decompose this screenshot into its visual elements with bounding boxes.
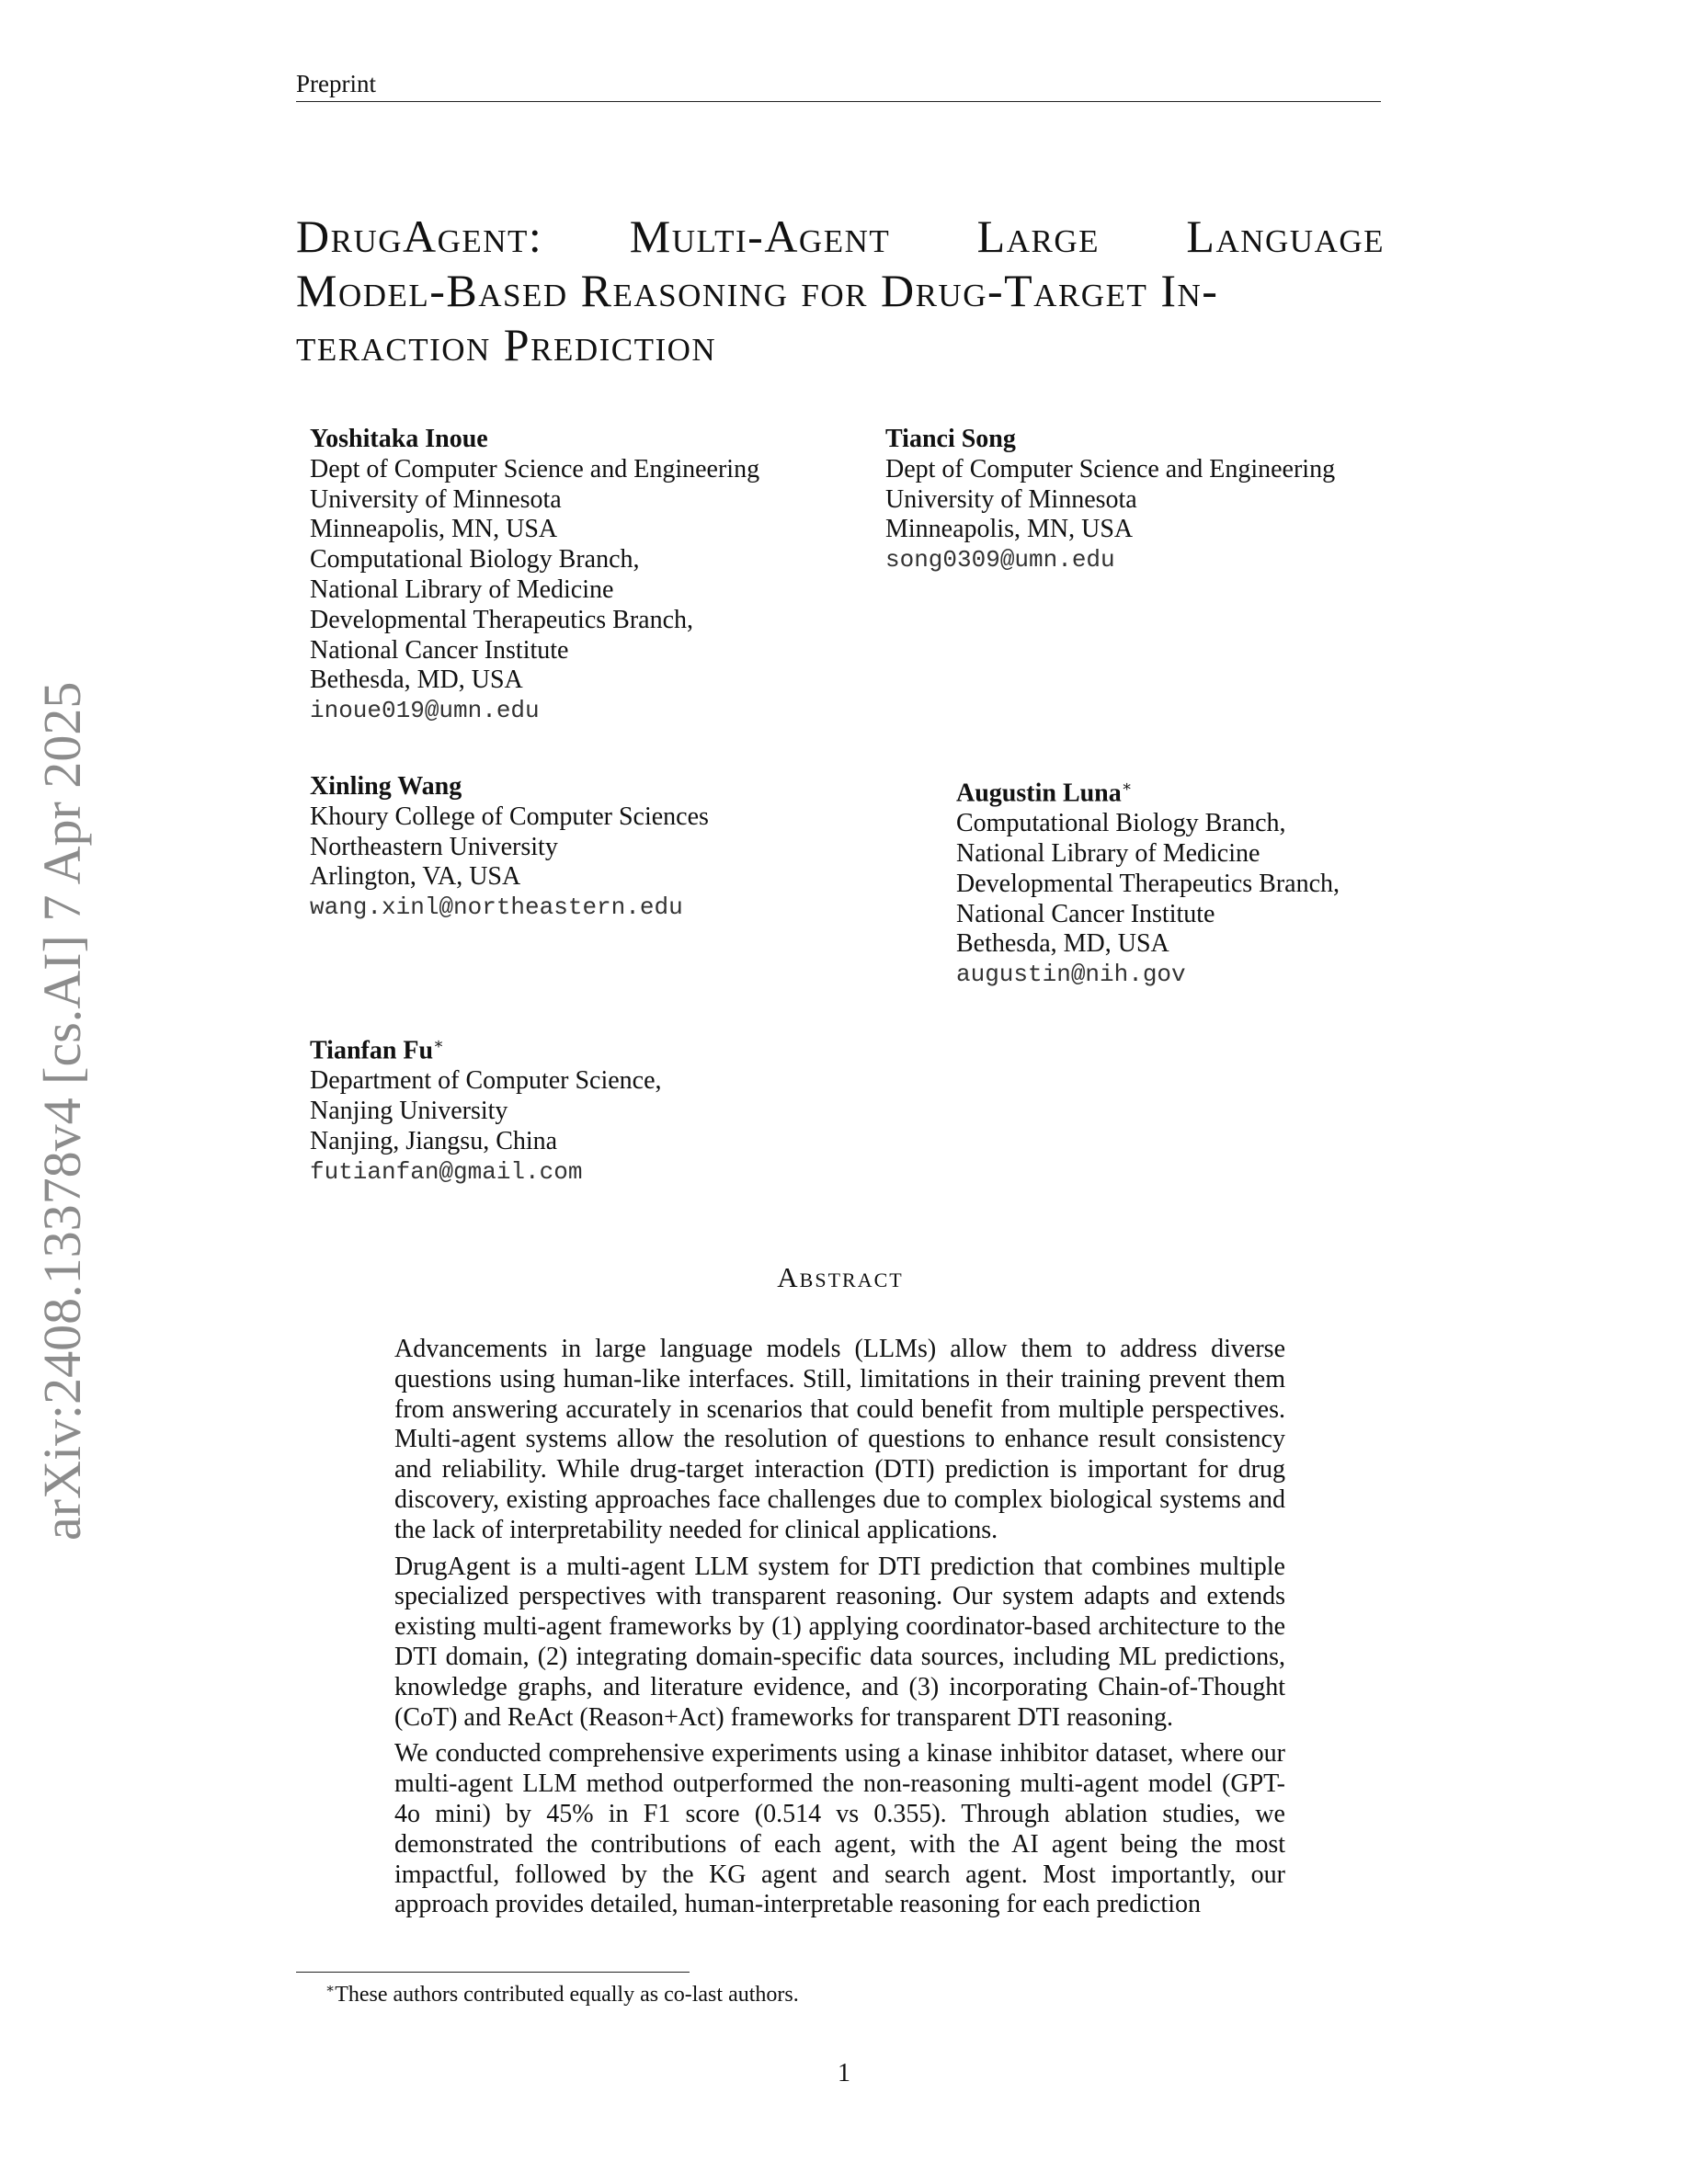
author-name: Xinling Wang xyxy=(310,772,462,801)
footnote-divider xyxy=(296,1972,690,1973)
paper-title xyxy=(296,210,1385,372)
title-line-2: Model-Based Reasoning for Drug-Target In- xyxy=(296,265,1219,316)
affiliation-line: Developmental Therapeutics Branch, xyxy=(310,605,693,634)
co-last-author-mark: ∗ xyxy=(433,1035,444,1052)
author-block-fu xyxy=(310,1029,662,1187)
author-email[interactable]: wang.xinl@northeastern.edu xyxy=(310,893,683,922)
affiliation-line: Nanjing, Jiangsu, China xyxy=(310,1126,558,1155)
author-block-song xyxy=(885,425,1335,575)
affiliation-line: National Cancer Institute xyxy=(310,635,569,665)
author-email[interactable]: futianfan@gmail.com xyxy=(310,1157,583,1186)
author-name: Augustin Luna xyxy=(956,779,1122,808)
author-name: Tianci Song xyxy=(885,425,1016,453)
affiliation-line: Developmental Therapeutics Branch, xyxy=(956,869,1340,898)
affiliation-line: Department of Computer Science, xyxy=(310,1066,662,1096)
affiliation-line: University of Minnesota xyxy=(885,484,1137,514)
affiliation-line: Arlington, VA, USA xyxy=(310,862,521,892)
affiliation-line: National Cancer Institute xyxy=(956,899,1215,928)
affiliation-line: Dept of Computer Science and Engineering xyxy=(310,454,760,483)
affiliation-line: Dept of Computer Science and Engineering xyxy=(885,454,1336,483)
abstract-body xyxy=(394,1335,1285,1927)
author-email[interactable]: song0309@umn.edu xyxy=(885,546,1115,574)
arxiv-identifier-stamp: arXiv:2408.13378v4 [cs.AI] 7 Apr 2025 xyxy=(32,681,92,1541)
affiliation-line: Computational Biology Branch, xyxy=(956,809,1286,838)
affiliation-line: Bethesda, MD, USA xyxy=(956,929,1169,959)
page-number: 1 xyxy=(838,2059,850,2087)
author-block-wang xyxy=(310,772,709,923)
footnote-text: These authors contributed equally as co-last authors. xyxy=(335,1983,799,2007)
affiliation-line: Bethesda, MD, USA xyxy=(310,665,523,695)
title-line-1: DrugAgent: Multi-Agent Large Language xyxy=(296,210,1385,262)
affiliation-line: University of Minnesota xyxy=(310,484,562,514)
footnote xyxy=(325,1980,799,2008)
affiliation-line: National Library of Medicine xyxy=(956,838,1260,868)
title-line-3: teraction Prediction xyxy=(296,319,717,370)
abstract-paragraph: Advancements in large language models (LLMs) allow them to address diverse questions using human-like interfaces. Still, limitations in their training prevent them from answering accurately in scenarios that could benefit from multiple perspectives. Multi-agent systems allow the resolution of questions to enhance result consistency and reliability. While drug-target interaction (DTI) prediction is important for drug discovery, existing approaches face challenges due to complex biological systems and the lack of interpretability needed for clinical applications. xyxy=(394,1335,1285,1544)
author-name: Yoshitaka Inoue xyxy=(310,425,488,453)
author-email[interactable]: inoue019@umn.edu xyxy=(310,697,540,725)
affiliation-line: Minneapolis, MN, USA xyxy=(885,515,1134,544)
author-email[interactable]: augustin@nih.gov xyxy=(956,961,1186,989)
affiliation-line: Northeastern University xyxy=(310,832,558,861)
affiliation-line: Nanjing University xyxy=(310,1096,508,1125)
author-block-luna xyxy=(956,772,1340,990)
affiliation-line: Khoury College of Computer Sciences xyxy=(310,802,709,831)
abstract-paragraph: DrugAgent is a multi-agent LLM system for DTI prediction that combines multiple specialized perspectives with transparent reasoning. Our system adapts and extends existing multi-agent frameworks by (1) applying coordinator-based architecture to the DTI domain, (2) integrating domain-specific data sources, including ML predictions, knowledge graphs, and literature evidence, and (3) incorporating Chain-of-Thought (CoT) and ReAct (Reason+Act) frameworks for transparent DTI reasoning. xyxy=(394,1552,1285,1732)
abstract-paragraph: We conducted comprehensive experiments using a kinase inhibitor dataset, where our multi-agent LLM method outperformed the non-reasoning multi-agent model (GPT-4o mini) by 45% in F1 score (0.514 vs 0.355). Through ablation studies, we demonstrated the contributions of each agent, with the AI agent being the most impactful, followed by the KG agent and search agent. Most importantly, our approach provides detailed, human-interpretable reasoning for each prediction xyxy=(394,1739,1285,1919)
author-block-inoue xyxy=(310,425,759,726)
abstract-heading: Abstract xyxy=(777,1261,904,1293)
author-name: Tianfan Fu xyxy=(310,1036,434,1065)
affiliation-line: National Library of Medicine xyxy=(310,574,614,604)
running-header: Preprint xyxy=(296,70,1381,102)
affiliation-line: Computational Biology Branch, xyxy=(310,545,640,574)
co-last-author-mark: ∗ xyxy=(1121,778,1133,795)
footnote-mark: ∗ xyxy=(325,1982,336,1996)
affiliation-line: Minneapolis, MN, USA xyxy=(310,515,558,544)
